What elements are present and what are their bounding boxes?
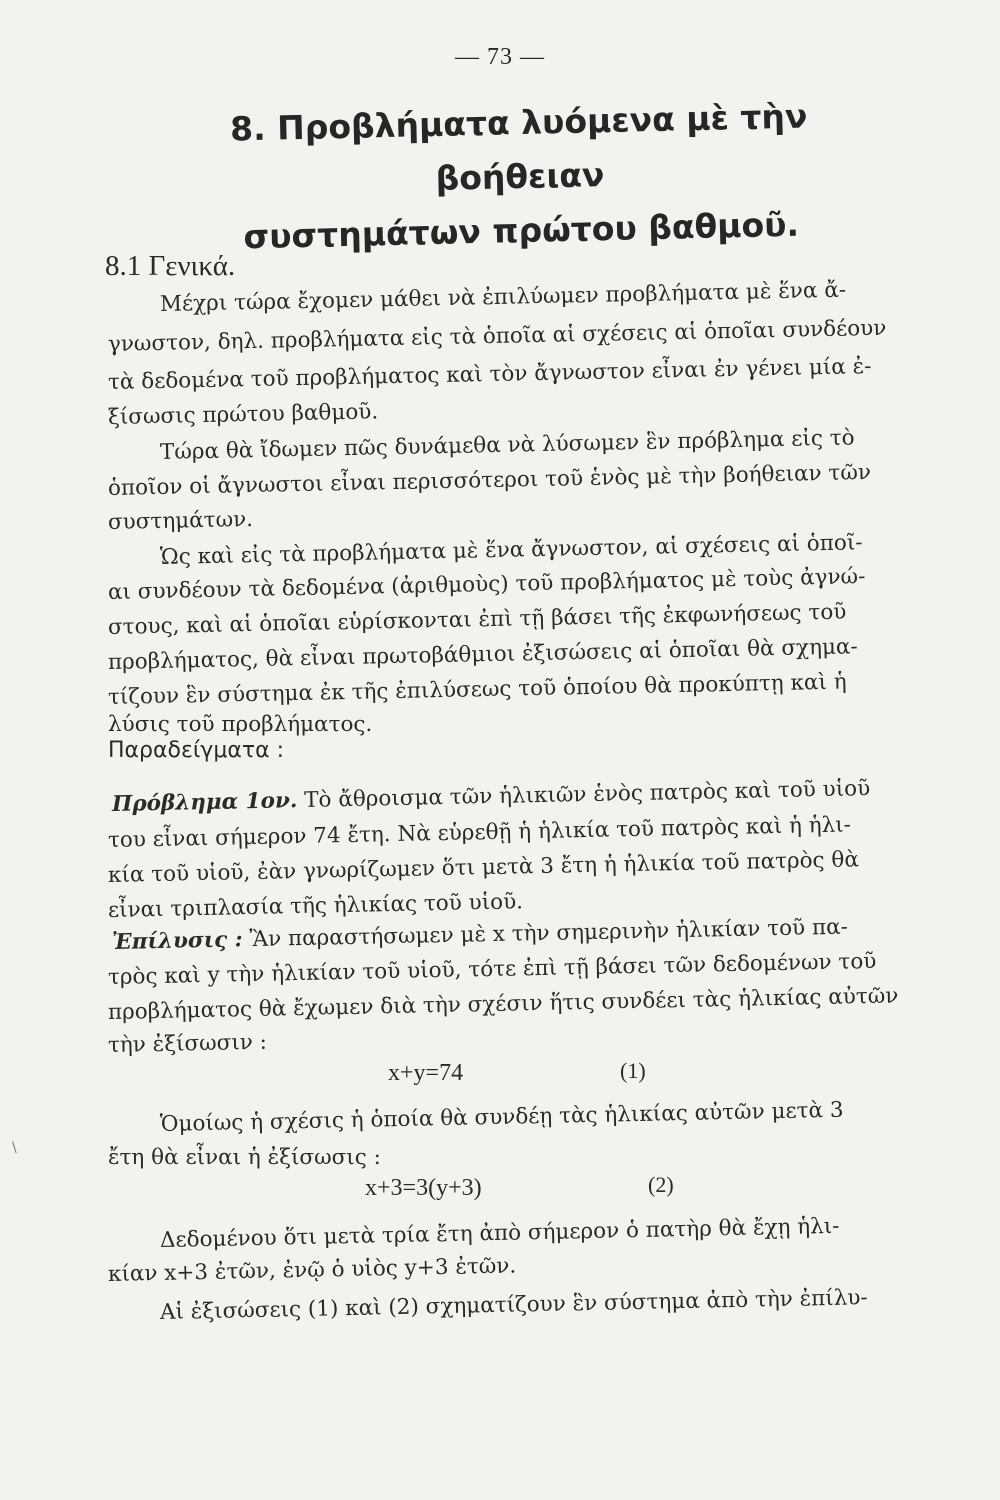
chapter-title-line-1: 8. Προβλήματα λυόμενα μὲ τὴν βοήθειαν xyxy=(229,96,808,198)
paragraph-line: γνωστον, δηλ. προβλήματα εἰς τὰ ὁποῖα αἱ σχέσεις αἱ ὁποῖαι συνδέουν xyxy=(107,315,887,357)
paragraph-line: συστημάτων. xyxy=(107,506,254,535)
paragraph-line: Μέχρι τώρα ἔχομεν μάθει νὰ ἐπιλύωμεν προβλήματα μὲ ἕνα ἄ- xyxy=(159,277,847,317)
chapter-title-line-2: συστημάτων πρώτου βαθμοῦ. xyxy=(243,204,800,257)
equation-2: x+3=3(y+3) xyxy=(365,1175,482,1201)
problem-line: του εἶναι σήμερον 74 ἔτη. Νὰ εὑρεθῇ ἡ ἡλικία τοῦ πατρὸς καὶ ἡ ἡλι- xyxy=(107,812,852,853)
equation-2-number: (2) xyxy=(648,1172,674,1197)
equation-1: x+y=74 xyxy=(388,1060,464,1086)
paragraph-line: αι συνδέουν τὰ δεδομένα (ἀριθμοὺς) τοῦ προβλήματος μὲ τοὺς ἀγνώ- xyxy=(107,564,866,605)
solution-line: τὴν ἐξίσωσιν : xyxy=(107,1029,268,1058)
paragraph-line: ὁποῖον οἱ ἄγνωστοι εἶναι περισσότεροι τοῦ ἑνὸς μὲ τὴν βοήθειαν τῶν xyxy=(107,460,872,501)
paragraph-line: στους, καὶ αἱ ὁποῖαι εὑρίσκονται ἐπὶ τῇ βάσει τῆς ἐκφωνήσεως τοῦ xyxy=(107,599,847,640)
problem-first-line xyxy=(112,776,871,817)
problem-label: Πρόβλημα 1ον. xyxy=(111,788,298,817)
paragraph-line: Τώρα θὰ ἴδωμεν πῶς δυνάμεθα νὰ λύσωμεν ἓν πρόβλημα εἰς τὸ xyxy=(159,425,855,465)
paragraph-line: προβλήματος, θὰ εἶναι πρωτοβάθμιοι ἐξισώσεις αἱ ὁποῖαι θὰ σχημα- xyxy=(107,634,858,675)
examples-label: Παραδείγματα : xyxy=(108,738,284,763)
solution-line: τρὸς καὶ y τὴν ἡλικίαν τοῦ υἱοῦ, τότε ἐπὶ τῇ βάσει τῶν δεδομένων τοῦ xyxy=(107,948,877,990)
paragraph-line: λύσις τοῦ προβλήματος. xyxy=(108,712,373,737)
paragraph-line: ξίσωσις πρώτου βαθμοῦ. xyxy=(107,399,379,430)
margin-mark: \ xyxy=(12,1140,17,1156)
similar-line: ἔτη θὰ εἶναι ἡ ἐξίσωσις : xyxy=(108,1145,381,1170)
problem-text: Τὸ ἄθροισμα τῶν ἡλικιῶν ἑνὸς πατρὸς καὶ τοῦ υἱοῦ xyxy=(297,776,871,814)
solution-line: προβλήματος θὰ ἔχωμεν διὰ τὴν σχέσιν ἥτις συνδέει τὰς ἡλικίας αὐτῶν xyxy=(107,983,899,1025)
similar-line: Ὁμοίως ἡ σχέσις ἡ ὁποία θὰ συνδέῃ τὰς ἡλικίας αὐτῶν μετὰ 3 xyxy=(159,1097,844,1137)
problem-line: κία τοῦ υἱοῦ, ἐὰν γνωρίζωμεν ὅτι μετὰ 3 ἔτη ἡ ἡλικία τοῦ πατρὸς θὰ xyxy=(107,847,860,888)
paragraph-line: τίζουν ἓν σύστημα ἐκ τῆς ἐπιλύσεως τοῦ ὁποίου θὰ προκύπτῃ καὶ ἡ xyxy=(107,669,847,710)
solution-first-line xyxy=(112,915,848,955)
paragraph-line: Ὡς καὶ εἰς τὰ προβλήματα μὲ ἕνα ἄγνωστον, αἱ σχέσεις αἱ ὁποῖ- xyxy=(159,530,863,570)
problem-line: εἶναι τριπλασία τῆς ἡλικίας τοῦ υἱοῦ. xyxy=(107,889,524,923)
section-heading: 8.1 Γενικά. xyxy=(105,250,236,282)
given-line: Δεδομένου ὅτι μετὰ τρία ἔτη ἀπὸ σήμερον ὁ πατὴρ θὰ ἔχῃ ἡλι- xyxy=(159,1213,840,1253)
paragraph-line: τὰ δεδομένα τοῦ προβλήματος καὶ τὸν ἄγνωστον εἶναι ἐν γένει μία ἐ- xyxy=(107,354,872,395)
given-line: κίαν x+3 ἐτῶν, ἐνῷ ὁ υἱὸς y+3 ἐτῶν. xyxy=(107,1253,517,1287)
given-line: Αἱ ἐξισώσεις (1) καὶ (2) σχηματίζουν ἓν σύστημα ἀπὸ τὴν ἐπίλυ- xyxy=(159,1285,868,1325)
chapter-title xyxy=(158,88,881,266)
solution-text: Ἂν παραστήσωμεν μὲ x τὴν σημερινὴν ἡλικίαν τοῦ πα- xyxy=(242,914,849,953)
equation-1-number: (1) xyxy=(620,1058,646,1083)
page-number: — 73 — xyxy=(455,44,545,70)
solution-label: Ἐπίλυσις : xyxy=(111,927,243,955)
